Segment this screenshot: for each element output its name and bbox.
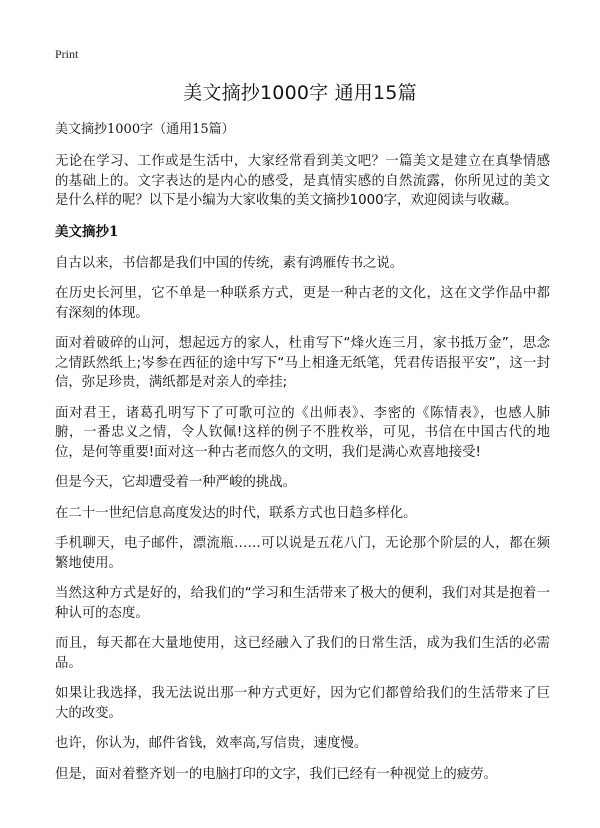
paragraph-6: 在二十一世纪信息高度发达的时代，联系方式也日趋多样化。 (55, 505, 417, 521)
page-title: 美文摘抄1000字 通用15篇 (183, 82, 417, 104)
paragraph-11: 也许，你认为，邮件省钱，效率高,写信贵，速度慢。 (55, 736, 368, 751)
paragraph-5: 但是今天，它却遭受着一种严峻的挑战。 (55, 475, 297, 490)
article-subtitle: 美文摘抄1000字（通用15篇） (55, 122, 235, 137)
article-body (55, 120, 550, 795)
paragraph-4: 面对君王，诸葛孔明写下了可歌可泣的《出师表》、李密的《陈情表》，也感人肺腑，一番忠义之情，令人钦佩!这样的例子不胜枚举，可见，书信在中国古代的地位，是何等重要!面对这一种古老而悠久的文明，我们是满心欢喜地接受! (55, 405, 550, 460)
section-heading: 美文摘抄1 (55, 223, 119, 240)
paragraph-8: 当然这种方式是好的，给我们的“学习和生活带来了极大的便利，我们对其是抱着一种认可的态度。 (55, 586, 550, 621)
paragraph-1: 自古以来，书信都是我们中国的传统，素有鸿雁传书之说。 (55, 255, 404, 271)
paragraph-7: 手机聊天，电子邮件，漂流瓶……可以说是五花八门，无论那个阶层的人，都在频繁地使用。 (55, 536, 550, 571)
paragraph-3: 面对着破碎的山河，想起远方的家人，杜甫写下“烽火连三月，家书抵万金”，思念之情跃然纸上;岑参在西征的途中写下“马上相逢无纸笔，凭君传语报平安”，这一封信，弥足珍贵，满纸都是对亲人的牵挂; (55, 336, 550, 390)
intro-paragraph: 无论在学习、工作或是生活中，大家经常看到美文吧？一篇美文是建立在真挚情感的基础上的。文字表达的是内心的感受，是真情实感的自然流露，你所见过的美文是什么样的呢？以下是小编为大家收集的美文摘抄1000字，欢迎阅读与收藏。 (55, 154, 550, 208)
paragraph-9: 而且，每天都在大量地使用，这已经融入了我们的日常生活，成为我们生活的必需品。 (55, 636, 550, 671)
print-link[interactable]: Print (55, 47, 79, 61)
paragraph-2: 在历史长河里，它不单是一种联系方式，更是一种古老的文化，这在文学作品中都有深刻的体现。 (55, 286, 550, 321)
paragraph-10: 如果让我选择，我无法说出那一种方式更好，因为它们都曾给我们的生活带来了巨大的改变。 (55, 686, 550, 721)
paragraph-12: 但是，面对着整齐划一的电脑打印的文字，我们已经有一种视觉上的疲劳。 (55, 766, 497, 782)
